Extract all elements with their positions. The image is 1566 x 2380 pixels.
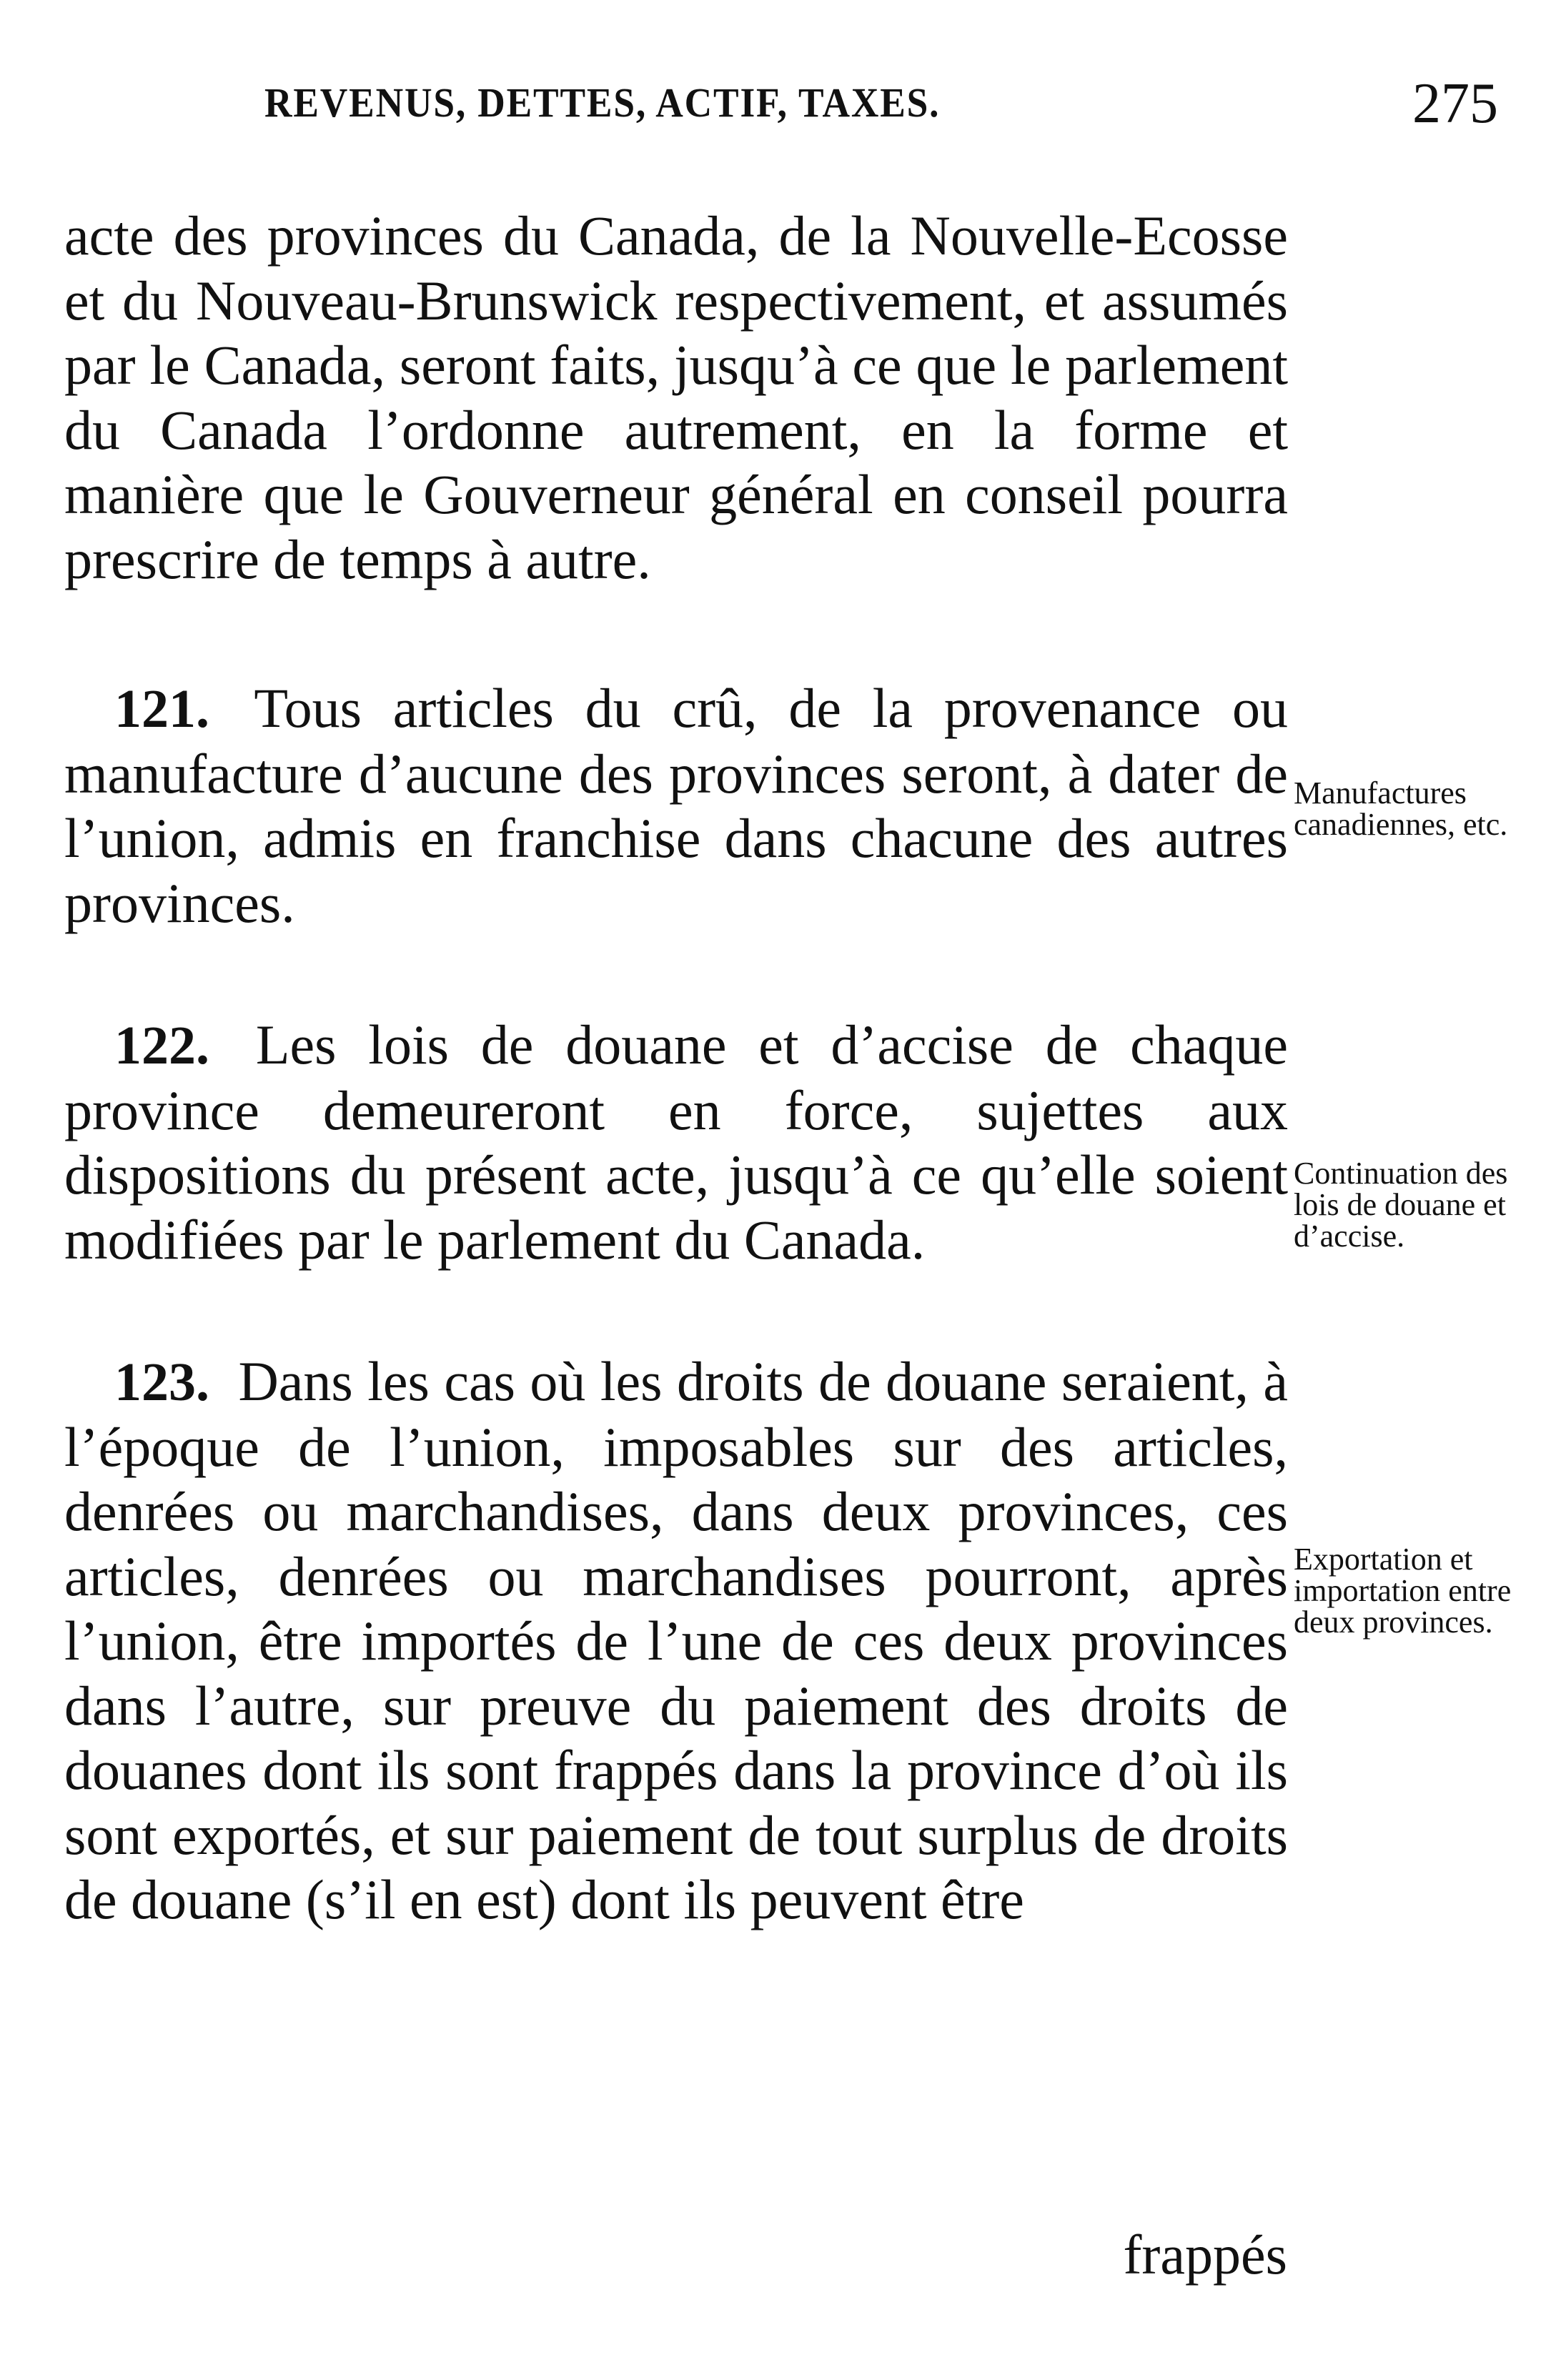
margin-note-122: Continuation des lois de douane et d’accise. <box>1294 1156 1508 1254</box>
paragraph-text: Tous articles du crû, de la provenance ou manufacture d’aucune des provinces seront, à dater de l’union, admis en franchise dans chacune des autres provinces. <box>64 677 1289 934</box>
section-number: 121. <box>114 679 209 739</box>
section-123 <box>64 1349 1288 1933</box>
running-title: REVENUS, DETTES, ACTIF, TAXES. <box>264 79 941 126</box>
section-number: 123. <box>114 1352 209 1412</box>
paragraph-text: Dans les cas où les droits de douane seraient, à l’époque de l’union, imposables sur des articles, denrées ou marchandises, dans deux provinces, ces articles, denrées ou marchandises pourront, après l’union, être importés de l’une de ces deux provinces dans l’autre, sur preuve du paiement des droits de douanes dont ils sont frappés dans la province d’où ils sont exportés, et sur paiement de tout surplus de droits de douane (s’il en est) dont ils peuvent être <box>64 1350 1289 1930</box>
margin-note-121: Manufactures canadiennes, etc. <box>1294 775 1508 842</box>
section-122 <box>64 1013 1288 1272</box>
section-121 <box>64 676 1288 936</box>
paragraph-text: acte des provinces du Canada, de la Nouvelle-Ecosse et du Nouveau-Brunswick respectivement, et assumés par le Canada, seront faits, jusqu’à ce que le parlement du Canada l’ordonne autrement, en la forme et manière que le Gouverneur général en conseil pourra prescrire de temps à autre. <box>64 204 1288 590</box>
section-number: 122. <box>114 1016 209 1076</box>
catch-word: frappés <box>1123 2223 1287 2286</box>
paragraph-text: Les lois de douane et d’accise de chaque province demeureront en force, sujettes aux dispositions du présent acte, jusqu’à ce qu’elle soient modifiées par le parlement du Canada. <box>64 1013 1288 1271</box>
margin-note-123: Exportation et importation entre deux provinces. <box>1294 1542 1512 1640</box>
paragraph-continuation <box>64 204 1288 592</box>
page-number: 275 <box>1412 72 1498 135</box>
page-body <box>64 204 1288 2010</box>
